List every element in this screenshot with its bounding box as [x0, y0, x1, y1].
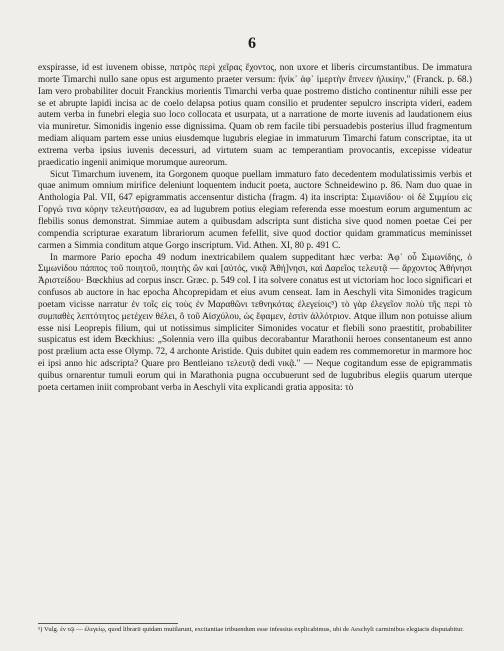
- paragraph: exspirasse, id est iuvenem obisse, πατρὸς περὶ χεῖρας ἔχοντος, non uxore et liberis circumstantibus. De immatura morte Timarchi nullo sane opus est argumento praeter versum: ἤνἰκ᾽ ἀφ᾽ ἱμερτὴν ἔπνεεν ἡλικίην," (Franck. p. 68.) Iam vero probabiliter docuit Franckius morientis Timarchi verba quae postremo disticho continentur nihili esse per se et abrupte lapidi incisa ac de coelo delapsa potius quam consilio et prudenter sepulcro inscripta videri, eadem autem verba in funebri elegia suo loco collocata et usurpata, ut a narratione de morte iuvenis ad laudationem eius via muniretur. Simonidis ingenio esse dignissima. Quam ob rem facile tibi persuadebis posterius illud fragmentum mediam aliquam partem esse unius eiusdemque lugubris elegiae in immaturum Timarchi fatum conscriptae, ita ut extrema verba ipsius iuvenis decessuri, ad virtutem suam ac temperantiam provocantis, excepisse videatur praedicatio ingenii animique morumque aureorum.: [38, 63, 472, 168]
- footnote-rule: [38, 623, 178, 624]
- paragraph: Sicut Timarchum iuvenem, ita Gorgonem quoque puellam immaturo fato decedentem modulatissimis verbis et quae animum omnium mirifice deleniunt loquentem inducit poeta, auctore Schneidewino p. 86. Nam duo quae in Anthologia Pal. VII, 647 epigrammatis accensentur disticha (fragm. 4) ita inscripta: Σιμωνίδου· οἱ δὲ Σιμμίου εἰς Γοργώ τινα κόρην τελευτήσασαν, ea ad lugubrem potius elegiam referenda esse moestum eorum argumentum ac flebilis sonus demonstrat. Simmiae autem a quibusdam adscripta sunt disticha sive quod nomen poetae Cei per compendia scripturae exaratum librariorum acumen fefellit, sive quod doctior quidam grammaticus meminisset carmen a Simmia conditum atque Gorgo inscriptum. Vid. Athen. XI, 80 p. 491 C.: [38, 169, 472, 251]
- paragraph: In marmore Pario epocha 49 nodum inextricabilem qualem suppeditant hæc verba: Ἀφ᾽ οὗ Σιμωνίδης, ὁ Σιμωνίδου πάππος τοῦ ποιητοῦ, ποιητὴς ὢν καὶ [αὐτός, νικᾷ Ἀθή]νησι, καὶ Δαρεῖος τελευτᾷ — ἄρχοντος Ἀθήνησι Ἀριστείδου· Bœckhius ad corpus inscr. Græc. p. 549 col. I ita solvere conatus est ut victoriam hoc loco significari et confusos ab auctore in hac epocha Ahcoprepidam et eius avum censeat. Iam in Aeschyli vita Simonides tragicum poetam vicisse narratur ἐν τοῖς εἰς τοὺς ἐν Μαραθῶνι τεθνηκότας ἐλεγείοις⁵) τὸ γὰρ ἐλεγεῖον πολὺ τῆς περὶ τὸ συμπαθὲς λεπτότητος μετέχειν θέλει, ὃ τοῦ Αἰσχύλου, ὡς ἔφαμεν, ἐστὶν ἀλλότριον. Atque illum non potuisse alium esse nisi Leoprepis filium, qui ut notissimus simpliciter Simonides vocatur et flebili sono praestitit, probabiliter suspicatus est idem Bœckhius: „Solennia vero illa quibus decorabantur Marathonii heroes consentaneum est anno post prælium acta esse Olymp. 72, 4 archonte Aristide. Quis dubitet quin eadem res commemoretur in marmore hoc ei ipsi anno hic adscripta? Quare pro Bentleiano τελευτᾷ dedi νικᾷ." — Neque cogitandum esse de epigrammatis quibus ornarentur tumuli eorum qui in Marathonia pugna occubuerunt sed de lugubribus elegiis quarum uterque poeta certamen iniit comprobant verba in Aeschyli vita explicandi gratia apposita: τὸ: [38, 252, 472, 393]
- body-text: [38, 63, 472, 395]
- footnote: ⁵) Vulg. ἐν τῷ — ἐλεγείῳ, quod librarii quidam mutilarunt, excitantiae tribuendum esse infessius explicabimus, ubi de Aeschyli carminibus elegiacis disputabitur.: [38, 626, 464, 633]
- page-number: 6: [248, 35, 256, 52]
